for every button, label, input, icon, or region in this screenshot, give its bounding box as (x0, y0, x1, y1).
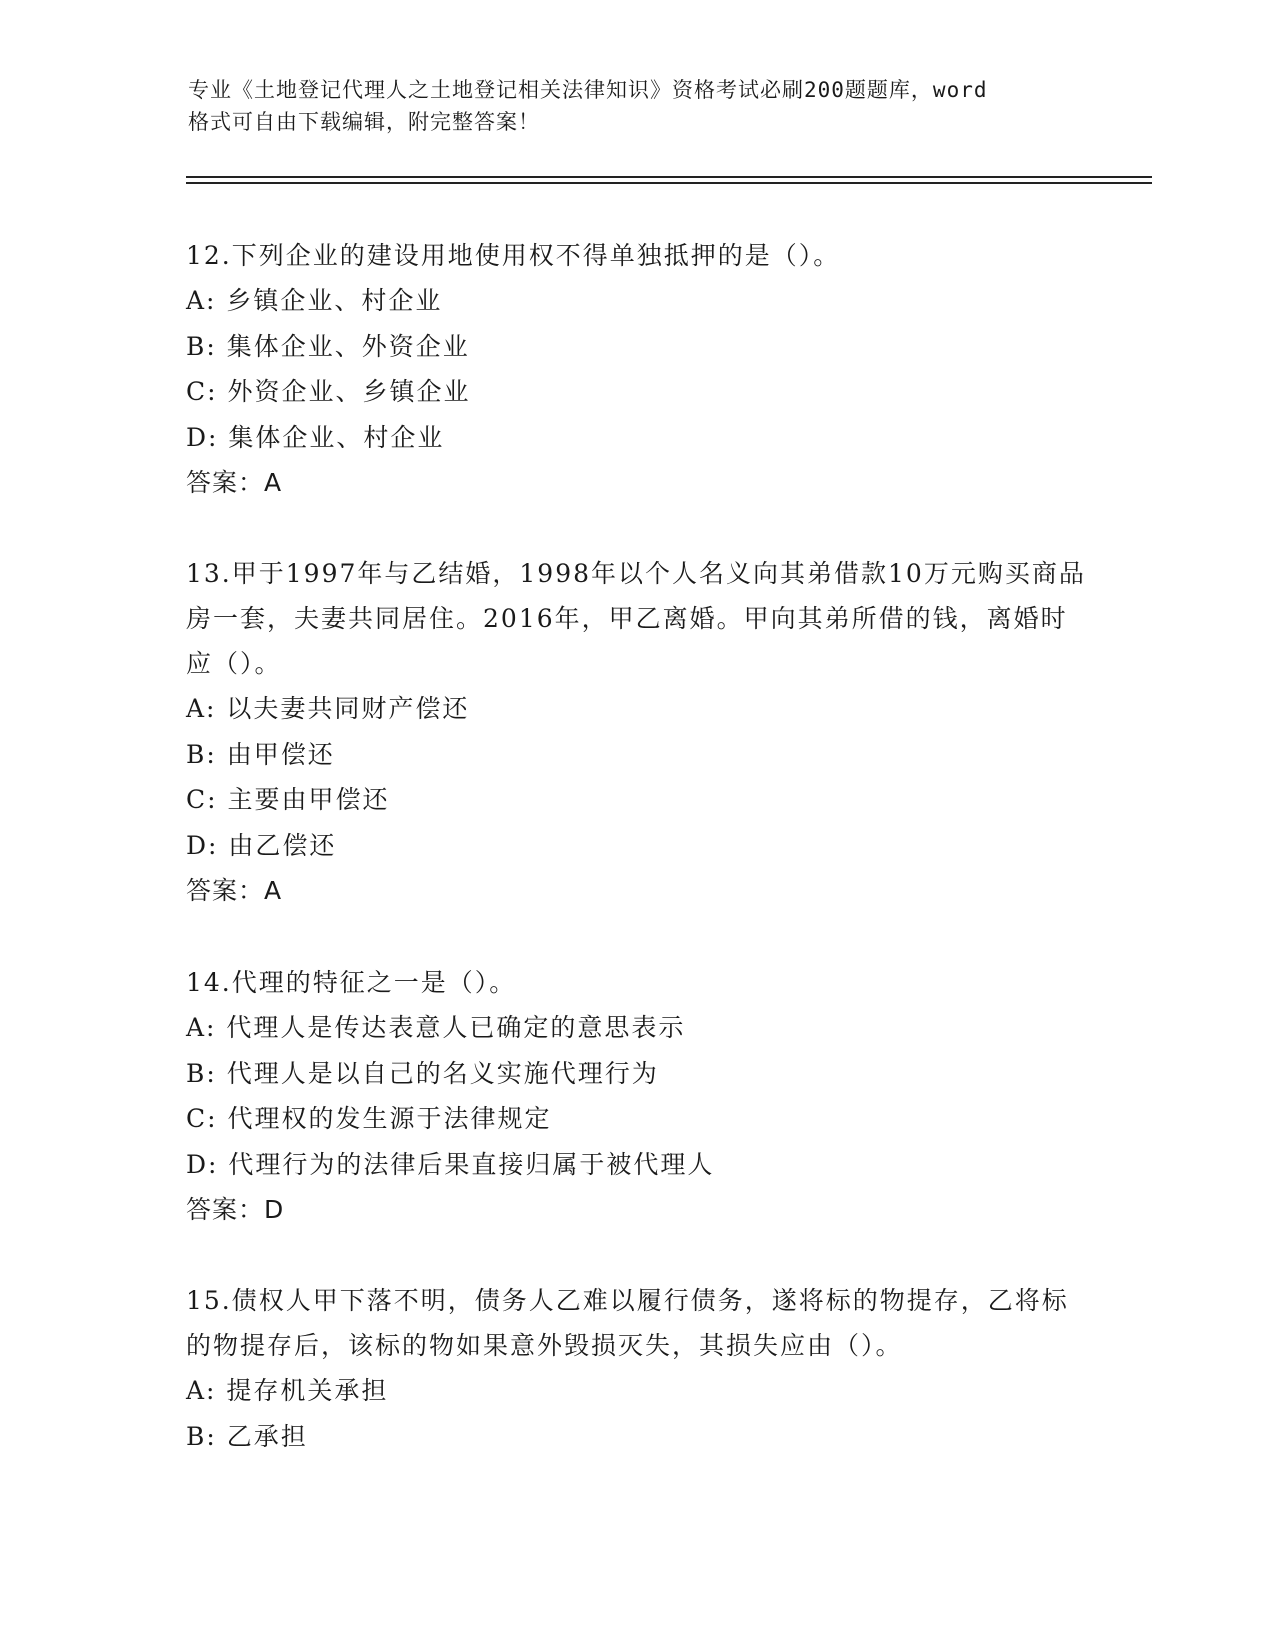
question-13 (186, 551, 1086, 914)
question-text: 13.甲于1997年与乙结婚，1998年以个人名义向其弟借款10万元购买商品房一套，夫妻共同居住。2016年，甲乙离婚。甲向其弟所借的钱，离婚时应（）。 (186, 559, 1086, 678)
header-line-1: 专业《土地登记代理人之土地登记相关法律知识》资格考试必刷200题题库，word (188, 78, 988, 102)
option-c: C: 外资企业、乡镇企业 (186, 377, 471, 406)
answer: 答案：D (186, 1195, 285, 1224)
option-a: A: 以夫妻共同财产偿还 (186, 694, 470, 723)
answer: 答案：A (186, 468, 283, 497)
question-12 (186, 233, 1086, 506)
header-divider-bottom (186, 182, 1152, 184)
option-b: B: 乙承担 (186, 1421, 308, 1451)
question-text: 12.下列企业的建设用地使用权不得单独抵押的是（）。 (186, 241, 841, 270)
question-15 (186, 1278, 1086, 1459)
option-list (186, 686, 1086, 868)
header-line-2: 格式可自由下载编辑，附完整答案！ (188, 110, 540, 134)
option-d: D: 代理行为的法律后果直接归属于被代理人 (186, 1149, 715, 1179)
document-header (188, 74, 1088, 138)
option-c: C: 主要由甲偿还 (186, 785, 390, 814)
option-d: D: 由乙偿还 (186, 830, 337, 860)
answer: 答案：A (186, 876, 283, 905)
option-c: C: 代理权的发生源于法律规定 (186, 1104, 552, 1133)
question-text: 14.代理的特征之一是（）。 (186, 968, 517, 997)
option-a: A: 乡镇企业、村企业 (186, 286, 443, 315)
option-b: B: 由甲偿还 (186, 739, 335, 769)
option-list (186, 278, 1086, 460)
option-a: A: 代理人是传达表意人已确定的意思表示 (186, 1013, 686, 1042)
option-d: D: 集体企业、村企业 (186, 422, 445, 452)
option-list (186, 1005, 1086, 1187)
option-list (186, 1368, 1086, 1459)
question-14 (186, 960, 1086, 1233)
header-divider-top (186, 176, 1152, 178)
option-a: A: 提存机关承担 (186, 1376, 389, 1405)
option-b: B: 代理人是以自己的名义实施代理行为 (186, 1058, 659, 1088)
option-b: B: 集体企业、外资企业 (186, 331, 470, 361)
question-text: 15.债权人甲下落不明，债务人乙难以履行债务，遂将标的物提存，乙将标的物提存后，该标的物如果意外毁损灭失，其损失应由（）。 (186, 1286, 1069, 1360)
